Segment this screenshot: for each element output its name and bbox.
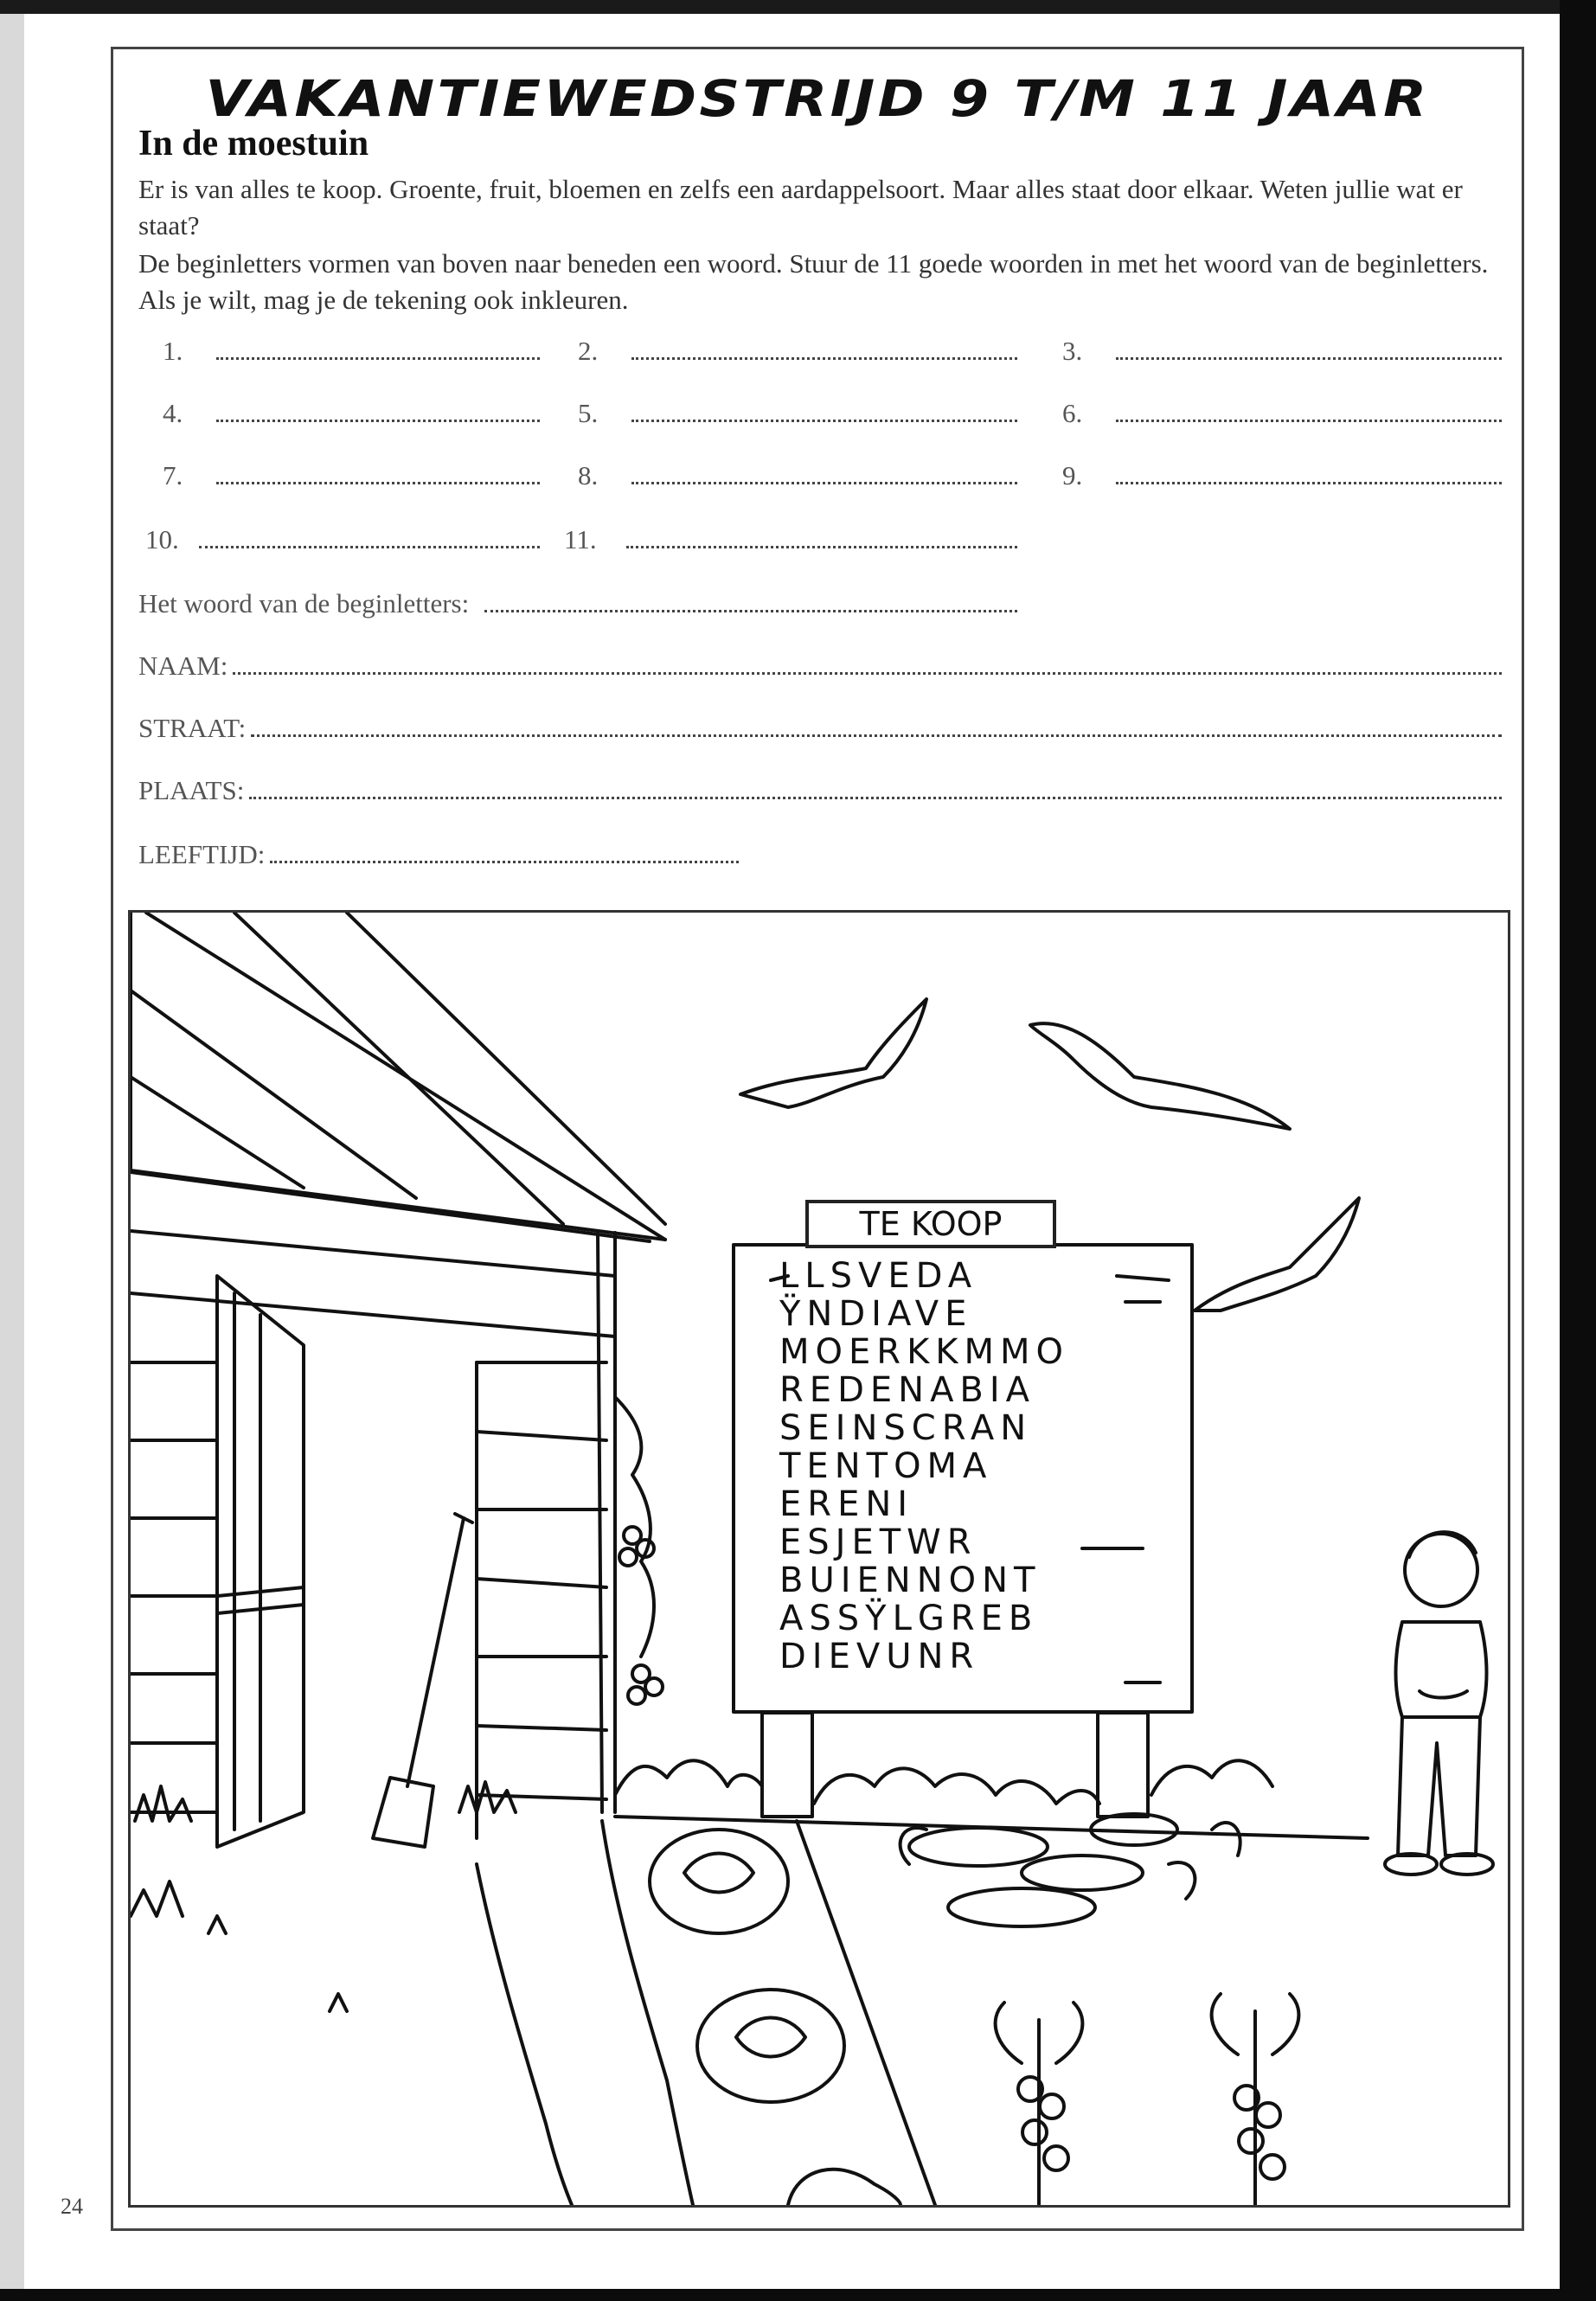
garden-path <box>602 1817 1368 2205</box>
answer-number: 11. <box>564 524 597 554</box>
scan-edge-top <box>0 0 1596 14</box>
answer-line-10[interactable] <box>145 517 540 555</box>
initials-word-field[interactable] <box>138 581 1017 619</box>
answer-number: 4. <box>163 398 183 428</box>
shovel <box>373 1514 472 1847</box>
answer-line-6[interactable] <box>1062 391 1502 429</box>
grass <box>131 1782 572 2205</box>
scrambled-word-7: ERENI <box>779 1484 914 1524</box>
scrambled-word-3: MOERKKMMO <box>779 1332 1070 1372</box>
scan-edge-left <box>0 0 24 2301</box>
answer-dotted-line <box>1116 352 1502 360</box>
answer-line-1[interactable] <box>163 329 540 367</box>
shed-door <box>217 1276 304 1847</box>
contest-title: VAKANTIEWEDSTRIJD 9 T/M 11 JAAR <box>205 69 1430 128</box>
name-dotted-line <box>233 667 1502 675</box>
answer-number: 10. <box>145 524 179 554</box>
scrambled-word-10: ASSŸLGREB <box>779 1599 1039 1638</box>
for-sale-sign: TE KOOP <box>805 1200 1056 1248</box>
answer-number: 7. <box>163 460 183 490</box>
answer-number: 8. <box>578 460 599 490</box>
background-bushes <box>615 1760 1272 1804</box>
answer-dotted-line <box>631 477 1017 484</box>
answer-dotted-line <box>631 414 1017 422</box>
answer-line-5[interactable] <box>578 391 1017 429</box>
answer-number: 5. <box>578 398 599 428</box>
garden-illustration <box>128 910 1510 2208</box>
scrambled-word-6: TENTOMA <box>779 1446 993 1486</box>
intro-paragraph: Er is van alles te koop. Groente, fruit, bloemen en zelfs een aardappelsoort. Maar alles staat door elkaar. Weten jullie wat er staat? <box>138 174 1463 240</box>
scrambled-word-2: ŸNDIAVE <box>779 1294 973 1334</box>
name-label: NAAM: <box>138 651 228 681</box>
scrambled-word-list <box>779 1257 1069 1676</box>
scrambled-word-4: REDENABIA <box>779 1370 1036 1410</box>
answer-dotted-line <box>1116 477 1502 484</box>
age-dotted-line <box>270 856 739 863</box>
page-number: 24 <box>61 2194 83 2219</box>
answer-line-11[interactable] <box>564 517 1017 555</box>
scrambled-word-5: SEINSCRAN <box>779 1408 1033 1448</box>
initials-word-dotted-line <box>484 605 1017 612</box>
answer-dotted-line <box>626 541 1017 548</box>
boy-figure <box>1385 1532 1493 1875</box>
answer-line-7[interactable] <box>163 453 540 491</box>
answer-dotted-line <box>216 477 540 484</box>
instructions-paragraph: De beginletters vormen van boven naar beneden een woord. Stuur de 11 goede woorden in met het woord van de beginletters. Als je wilt, mag je de tekening ook inkleuren. <box>138 248 1489 315</box>
answer-number: 9. <box>1062 460 1083 490</box>
section-title: In de moestuin <box>138 124 369 163</box>
answer-number: 3. <box>1062 336 1083 366</box>
answer-line-4[interactable] <box>163 391 540 429</box>
climbing-plant <box>615 1397 663 1704</box>
answer-dotted-line <box>199 541 540 548</box>
answer-number: 2. <box>578 336 599 366</box>
place-field[interactable] <box>138 768 1502 806</box>
answer-line-2[interactable] <box>578 329 1017 367</box>
answer-number: 6. <box>1062 398 1083 428</box>
place-dotted-line <box>249 792 1502 799</box>
answer-dotted-line <box>216 352 540 360</box>
age-field[interactable] <box>138 832 739 870</box>
scrambled-word-11: DIEVUNR <box>779 1637 980 1676</box>
answer-dotted-line <box>1116 414 1502 422</box>
answer-line-3[interactable] <box>1062 329 1502 367</box>
place-label: PLAATS: <box>138 775 245 805</box>
scan-edge-right <box>1560 0 1596 2301</box>
answer-dotted-line <box>631 352 1017 360</box>
name-field[interactable] <box>138 644 1502 682</box>
shed-roof <box>131 913 665 1241</box>
scrambled-word-9: BUIENNONT <box>779 1561 1042 1600</box>
tomato-plants <box>996 1994 1299 2205</box>
street-label: STRAAT: <box>138 713 247 743</box>
scrambled-word-8: ESJETWR <box>779 1522 977 1562</box>
answer-line-8[interactable] <box>578 453 1017 491</box>
answer-number: 1. <box>163 336 183 366</box>
shed-wall <box>131 1231 615 1838</box>
street-field[interactable] <box>138 706 1502 744</box>
street-dotted-line <box>251 729 1502 737</box>
answer-line-9[interactable] <box>1062 453 1502 491</box>
age-label: LEEFTIJD: <box>138 839 266 869</box>
scan-edge-bottom <box>0 2289 1596 2301</box>
scrambled-word-1: LLSVEDA <box>779 1256 978 1296</box>
initials-word-label: Het woord van de beginletters: <box>138 588 470 619</box>
cabbages <box>650 1830 901 2205</box>
answer-dotted-line <box>216 414 540 422</box>
